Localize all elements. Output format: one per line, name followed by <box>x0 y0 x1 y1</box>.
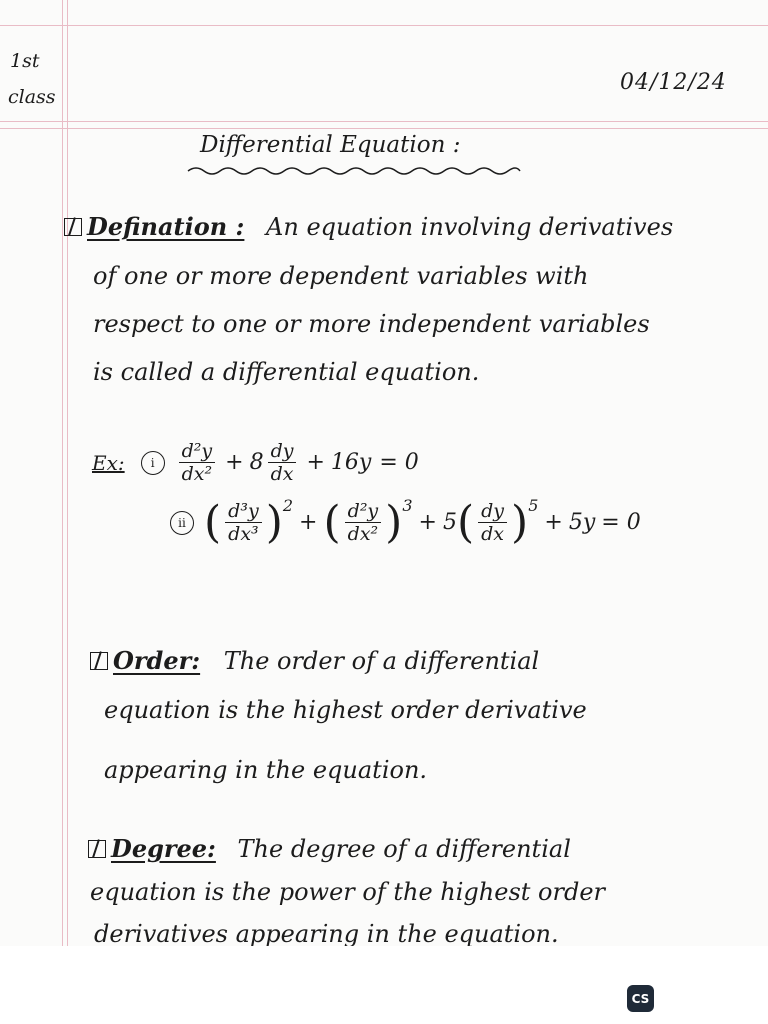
checkbox-icon <box>88 840 106 858</box>
margin-note-line2: class <box>8 86 56 108</box>
ruled-line <box>0 121 768 122</box>
definition-line-2: of one or more dependent variables with <box>93 262 589 290</box>
order-line-1 <box>90 646 539 675</box>
degree-line-2: equation is the power of the highest order <box>90 878 606 906</box>
order-line-3: appearing in the equation. <box>104 756 428 784</box>
example-equation-1: Ex: i $\frac{\text{d²y}}{\text{dx²}}$ + 8 $\frac{dy}{dx}$ + 16y = 0 <box>92 440 419 485</box>
degree-heading: Degree: <box>111 834 216 863</box>
checkbox-icon <box>90 652 108 670</box>
date: 04/12/24 <box>620 70 727 95</box>
fraction: $\frac{\text{d²y}}{\text{dx²}}$ <box>179 440 216 485</box>
margin-note-line1: 1st <box>10 50 40 72</box>
fraction: $\frac{\text{d³y}}{\text{dx³}}$ <box>225 500 262 545</box>
checkbox-icon <box>64 218 82 236</box>
order-line-2: equation is the highest order derivative <box>104 696 587 724</box>
degree-text: The degree of a differential <box>237 835 571 863</box>
fraction: $\frac{\text{d²y}}{\text{dx²}}$ <box>345 500 382 545</box>
definition-heading: Defination : <box>87 212 245 241</box>
ruled-line <box>0 25 768 26</box>
roman-marker-i: i <box>141 451 165 475</box>
order-heading: Order: <box>113 646 201 675</box>
margin-line <box>67 0 68 946</box>
fraction: $\frac{dy}{dx}$ <box>268 440 297 485</box>
camscanner-logo: CS <box>627 985 654 1012</box>
page-title: Differential Equation : <box>200 132 461 158</box>
roman-marker-ii: ii <box>170 511 194 535</box>
example-equation-2: ii ( $\frac{\text{d³y}}{\text{dx³}}$ ) 2 + ( $\frac{\text{d²y}}{\text{dx²}}$ ) 3 + 5 ( $\frac{dy}{dx}$ ) 5 + 5y = 0 <box>170 500 641 545</box>
ruled-line <box>0 128 768 129</box>
example-label: Ex: <box>92 450 125 475</box>
degree-line-1 <box>88 834 571 863</box>
definition-line-3: respect to one or more independent variables <box>93 310 650 338</box>
definition-line-1 <box>64 212 673 241</box>
margin-line <box>62 0 63 946</box>
definition-line-4: is called a differential equation. <box>93 358 480 386</box>
definition-text: An equation involving derivatives <box>266 213 674 241</box>
fraction: $\frac{dy}{dx}$ <box>478 500 507 545</box>
degree-line-3: derivatives appearing in the equation. <box>94 920 559 946</box>
order-text: The order of a differential <box>223 647 540 675</box>
title-wavy-underline <box>186 164 522 178</box>
